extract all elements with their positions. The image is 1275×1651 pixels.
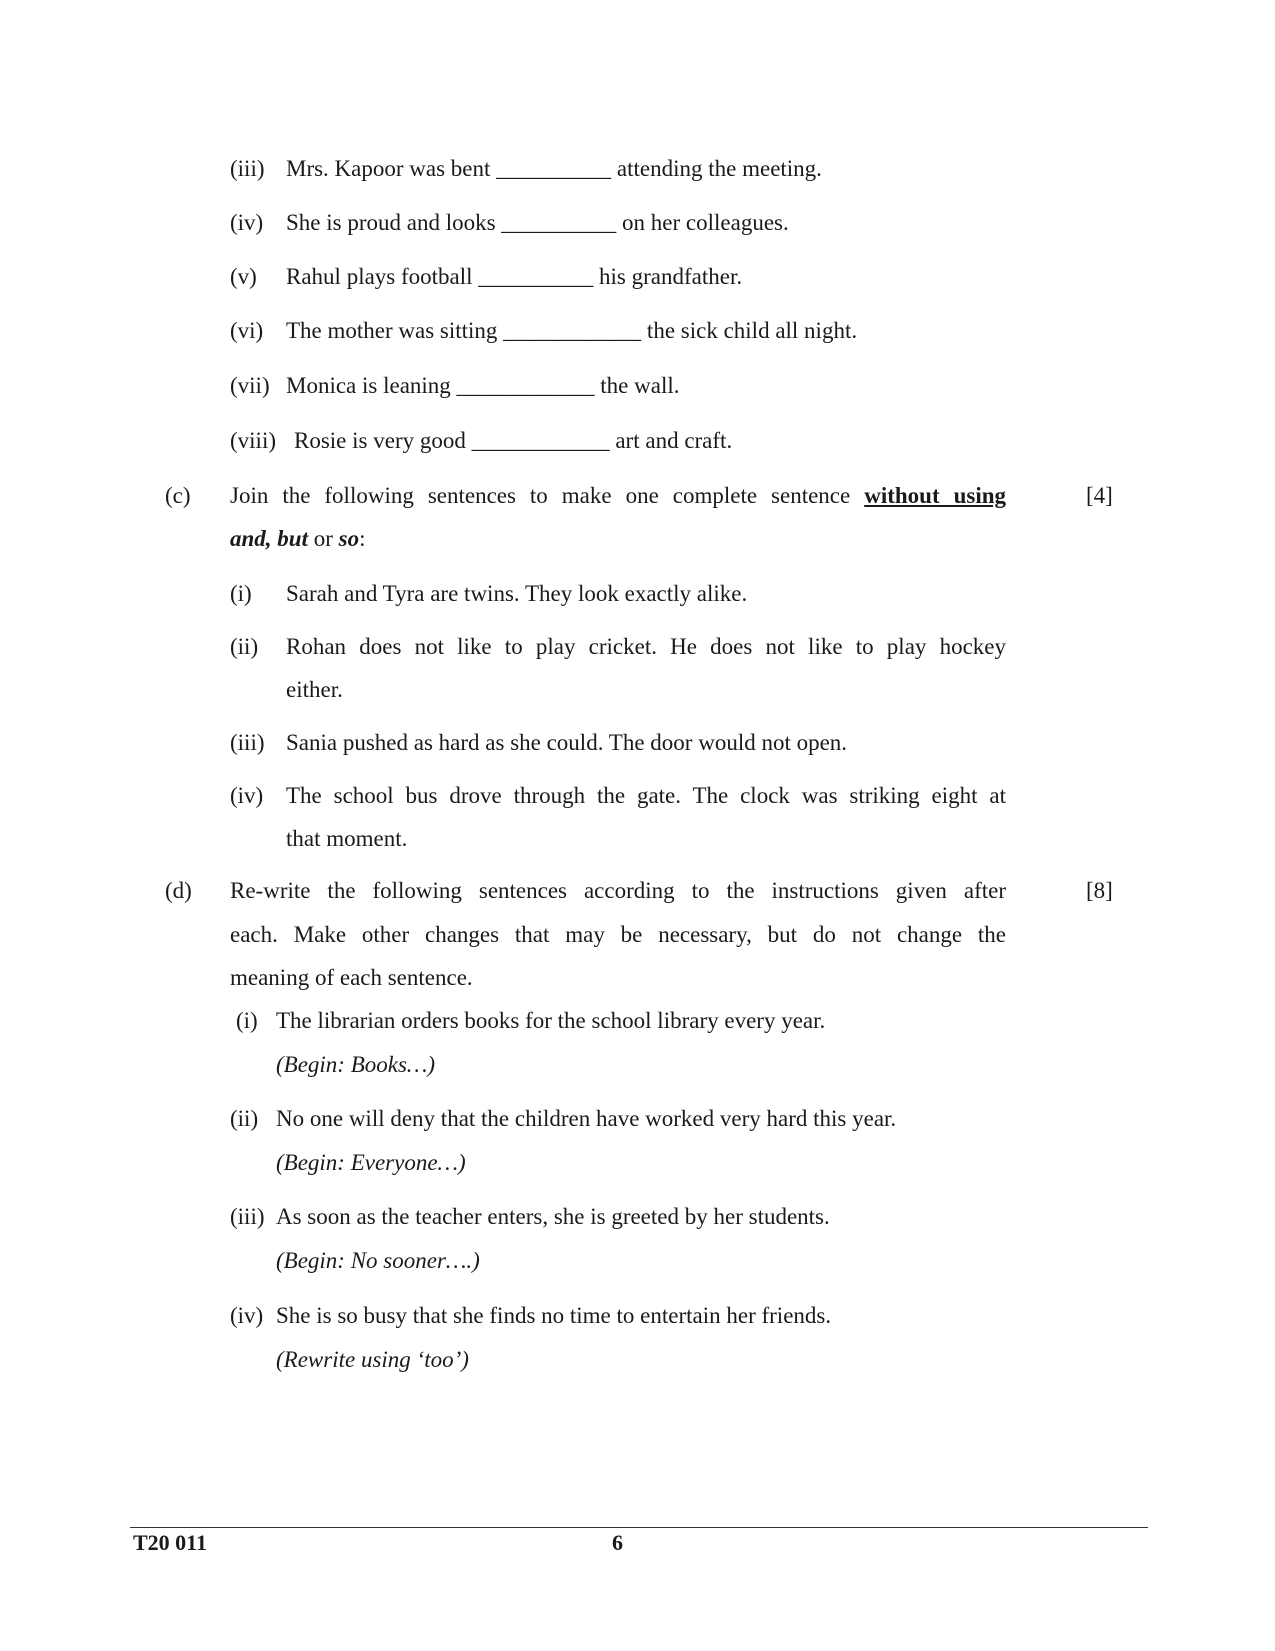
item-number: (iv) — [230, 210, 264, 235]
item-number: (ii) — [230, 1106, 259, 1131]
item-sentence: As soon as the teacher enters, she is greeted by her students. — [276, 1204, 830, 1229]
item-hint: (Begin: Books…) — [276, 1052, 436, 1077]
item-sentence: She is so busy that she finds no time to entertain her friends. — [276, 1303, 832, 1328]
item-hint: (Begin: No sooner….) — [276, 1248, 480, 1273]
item-sentence: No one will deny that the children have worked very hard this year. — [276, 1106, 897, 1131]
emphasis-and-but: and, but — [230, 526, 308, 551]
item-text: She is proud and looks __________ on her colleagues. — [286, 210, 789, 235]
instruction-or: or — [313, 526, 333, 551]
item-text: Rosie is very good ____________ art and craft. — [294, 428, 733, 453]
item-text: Sarah and Tyra are twins. They look exactly alike. — [286, 581, 748, 606]
page-number: 6 — [612, 1530, 623, 1555]
item-text: Sania pushed as hard as she could. The door would not open. — [286, 730, 848, 755]
item-number: (ii) — [230, 634, 259, 659]
item-number: (i) — [236, 1008, 258, 1033]
question-instruction-line1: Re-write the following sentences according to the instructions given after — [230, 878, 1006, 903]
instruction-colon: : — [359, 526, 366, 551]
instruction-text: Join the following sentences to make one complete sentence — [230, 483, 851, 508]
item-number: (iv) — [230, 1303, 264, 1328]
emphasis-so: so — [338, 526, 360, 551]
item-number: (vi) — [230, 318, 264, 343]
item-text: The school bus drove through the gate. The clock was striking eight at — [286, 783, 1006, 808]
item-text: Mrs. Kapoor was bent __________ attending the meeting. — [286, 156, 822, 181]
item-number: (i) — [230, 581, 252, 606]
footer-divider — [130, 1527, 1148, 1528]
item-sentence: The librarian orders books for the school library every year. — [276, 1008, 826, 1033]
item-text: Rohan does not like to play cricket. He does not like to play hockey — [286, 634, 1006, 659]
item-text: Rahul plays football __________ his grandfather. — [286, 264, 743, 289]
item-number: (viii) — [230, 428, 276, 453]
item-number: (v) — [230, 264, 257, 289]
item-number: (iv) — [230, 783, 264, 808]
question-instruction-line1 — [230, 483, 1006, 509]
item-number: (iii) — [230, 730, 265, 755]
item-text-continued: that moment. — [286, 826, 408, 851]
marks-badge: [8] — [1086, 878, 1113, 903]
item-hint: (Rewrite using ‘too’) — [276, 1347, 469, 1372]
question-instruction-line2 — [230, 526, 366, 552]
item-number: (iii) — [230, 156, 265, 181]
item-text: Monica is leaning ____________ the wall. — [286, 373, 680, 398]
question-label: (c) — [165, 483, 191, 508]
item-number: (vii) — [230, 373, 270, 398]
item-number: (iii) — [230, 1204, 265, 1229]
paper-code: T20 011 — [133, 1530, 207, 1555]
marks-badge: [4] — [1086, 483, 1113, 508]
item-hint: (Begin: Everyone…) — [276, 1150, 466, 1175]
item-text: The mother was sitting ____________ the sick child all night. — [286, 318, 858, 343]
item-text-continued: either. — [286, 677, 343, 702]
question-label: (d) — [165, 878, 192, 903]
question-instruction-line2: each. Make other changes that may be necessary, but do not change the — [230, 922, 1006, 947]
question-instruction-line3: meaning of each sentence. — [230, 965, 473, 990]
instruction-emphasis: without using — [864, 483, 1007, 508]
